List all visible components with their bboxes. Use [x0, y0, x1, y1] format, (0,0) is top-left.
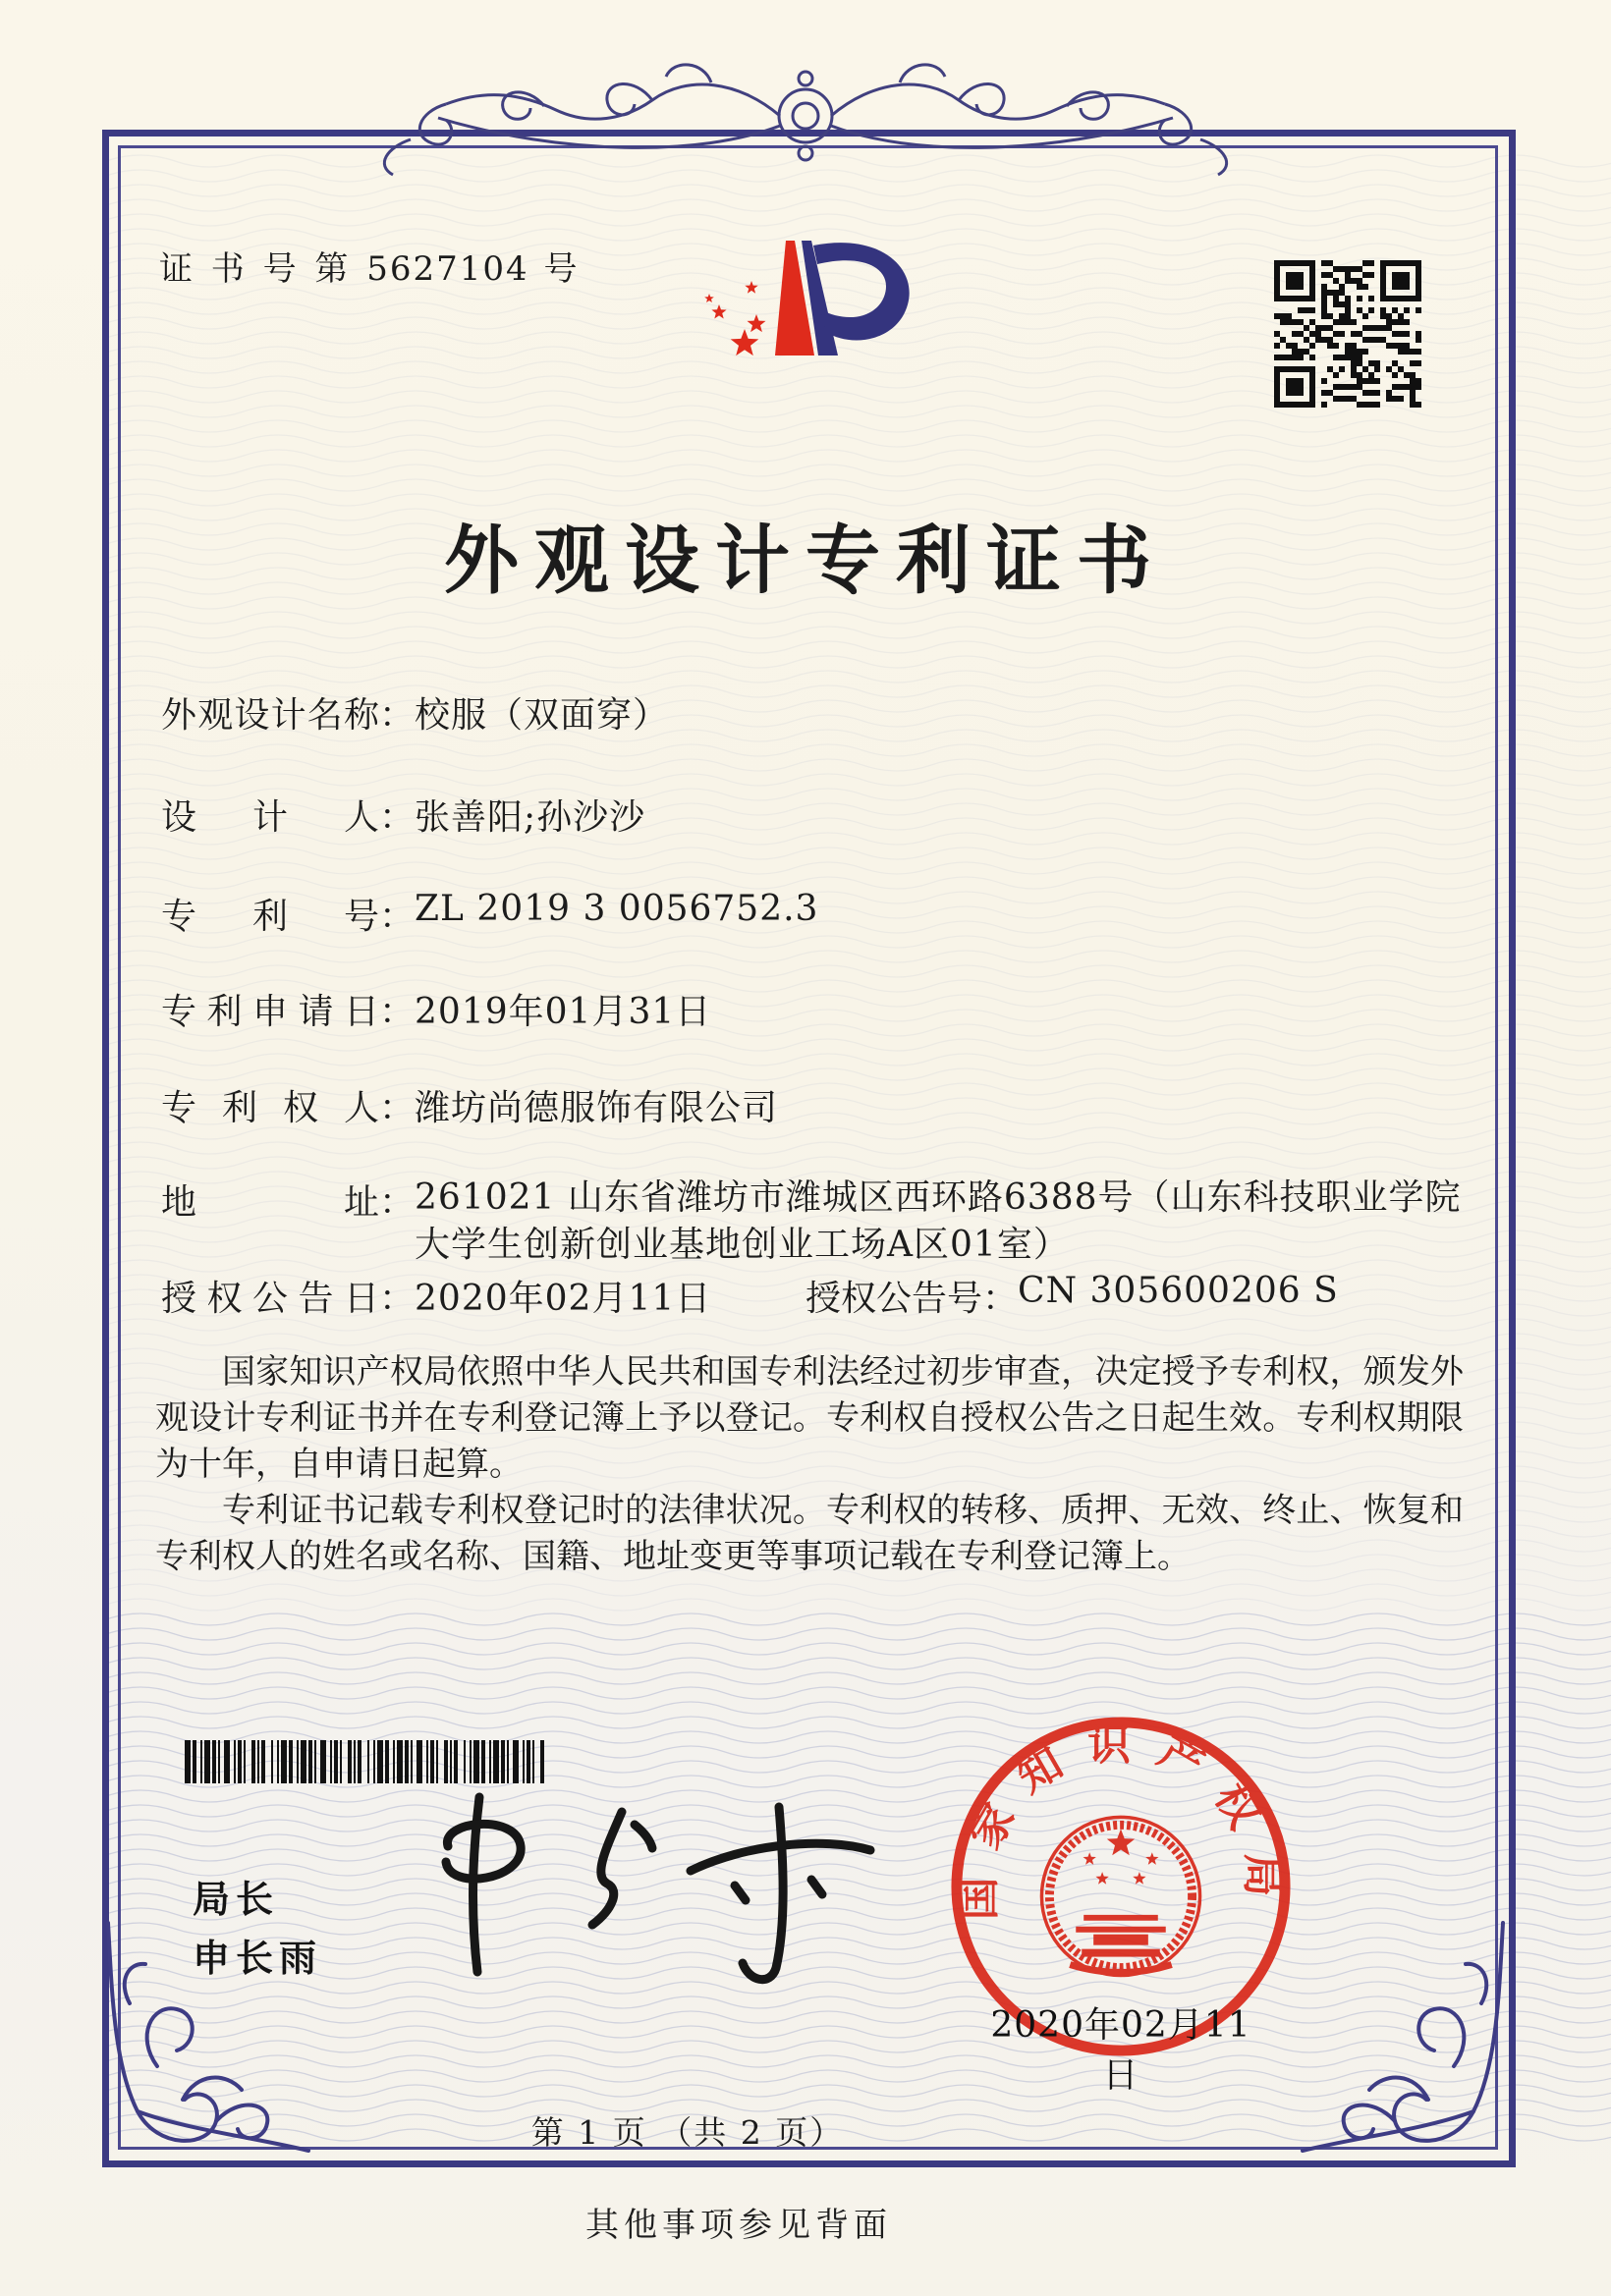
top-ornament-band: [361, 55, 1250, 185]
page-number: 第 1 页 （共 2 页）: [530, 2113, 845, 2152]
field-label: 授权公告日: [161, 1279, 379, 1319]
officer-title: 局长: [193, 1878, 280, 1921]
field-colon: ：: [379, 897, 416, 937]
field-address: [161, 1175, 1473, 1269]
field-label: 专利号: [161, 897, 379, 937]
officer-block: [193, 1870, 322, 1988]
certificate-number: [159, 242, 582, 290]
signature-handwriting: [411, 1776, 902, 1992]
field-colon: ：: [379, 1182, 416, 1223]
logo-blue-bowl: [813, 243, 910, 340]
field-application-date: [161, 984, 711, 1034]
certificate-number-prefix: 证 书 号 第: [159, 249, 353, 289]
grant-number-value: CN 305600206 S: [1018, 1271, 1339, 1311]
field-colon: ：: [379, 992, 416, 1032]
legal-paragraph-1: 国家知识产权局依照中华人民共和国专利法经过初步审查，决定授予专利权，颁发外观设计专利证书并在专利登记簿上予以登记。专利权自授权公告之日起生效。专利权期限为十年，自申请日起算。: [155, 1352, 1464, 1484]
seal-text: 国家知识产权局: [954, 1721, 1288, 1921]
officer-name: 申长雨: [193, 1937, 323, 1980]
field-value: 261021 山东省潍坊市潍城区西环路6388号（山东科技职业学院大学生创新创业基地创业工场A区01室）: [415, 1177, 1462, 1265]
field-label: 专利申请日: [161, 992, 379, 1032]
field-colon: ：: [379, 797, 416, 838]
field-value: 2019年01月31日: [415, 992, 712, 1032]
field-label: 地址: [161, 1182, 379, 1223]
field-patentee: [161, 1080, 778, 1130]
back-side-note: 其他事项参见背面: [585, 2206, 892, 2245]
field-colon: ：: [982, 1279, 1019, 1319]
certificate-number-suffix: 号: [543, 249, 582, 289]
field-label: 外观设计名称: [161, 695, 379, 736]
field-colon: ：: [379, 1279, 416, 1319]
svg-text:国家知识产权局: [955, 1721, 1288, 1920]
field-patent-number: [161, 889, 818, 939]
field-label: 设计人: [161, 797, 379, 838]
field-value: 潍坊尚德服饰有限公司: [415, 1088, 779, 1128]
field-colon: ：: [379, 695, 416, 736]
field-value: ZL 2019 3 0056752.3: [415, 889, 819, 929]
qr-code: [1273, 259, 1422, 409]
cnipa-logo: [699, 238, 935, 363]
field-value: 校服（双面穿）: [415, 695, 670, 736]
grant-number-label: 授权公告号: [806, 1279, 983, 1319]
field-grant-row: [161, 1271, 1339, 1321]
seal-date: 2020年02月11日: [990, 2005, 1251, 2096]
grant-number-pair: [806, 1271, 1339, 1321]
grant-date-value: 2020年02月11日: [415, 1279, 712, 1319]
legal-text-block: [155, 1349, 1464, 1580]
field-colon: ：: [379, 1088, 416, 1128]
field-design-name: [161, 687, 669, 738]
field-value: 张善阳;孙沙沙: [415, 797, 646, 838]
certificate-number-value: 5627104: [366, 249, 529, 289]
field-designer: [161, 790, 645, 840]
certificate-title: 外观设计专利证书: [444, 517, 1167, 604]
corner-flourish-right: [1271, 1917, 1517, 2162]
legal-paragraph-2: 专利证书记载专利权登记时的法律状况。专利权的转移、质押、无效、终止、恢复和专利权人的姓名或名称、国籍、地址变更等事项记载在专利登记簿上。: [155, 1491, 1464, 1576]
field-label: 专利权人: [161, 1088, 379, 1128]
seal-national-emblem: [1041, 1817, 1199, 1975]
